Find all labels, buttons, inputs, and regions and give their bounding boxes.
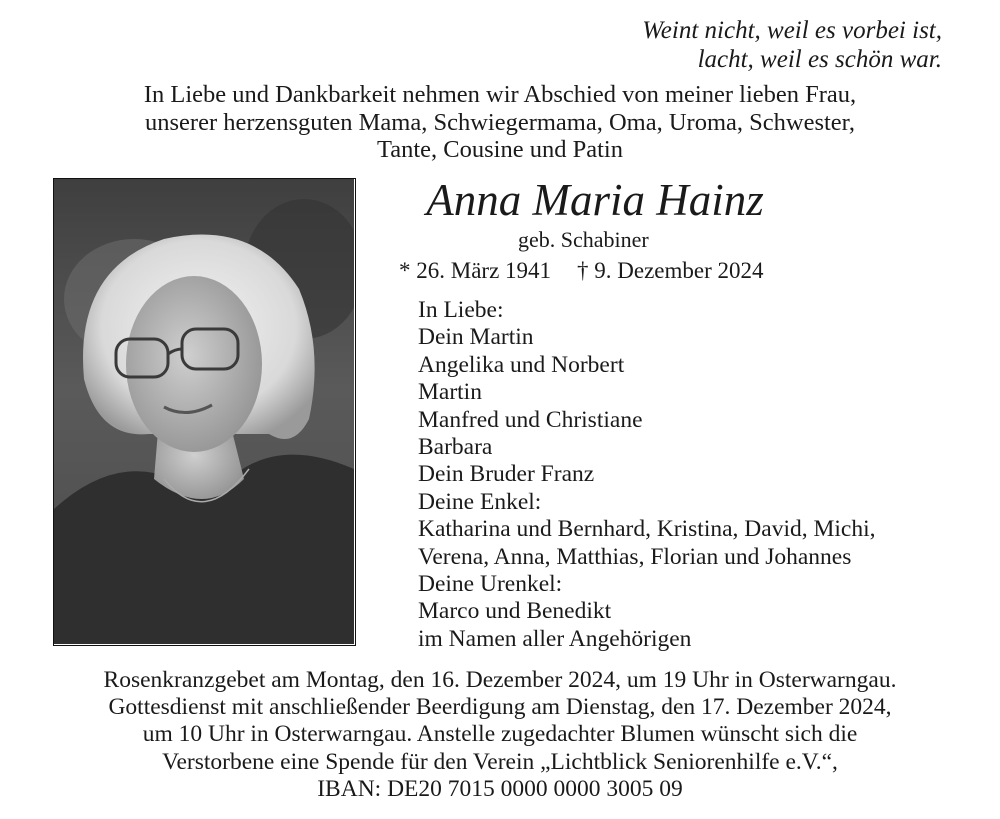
intro-text <box>70 81 930 164</box>
intro-line: unserer herzensguten Mama, Schwiegermama, Oma, Uroma, Schwester, <box>145 108 855 136</box>
mourner-line: Verena, Anna, Matthias, Florian und Johannes <box>418 543 852 570</box>
portrait-photo <box>53 178 356 646</box>
iban-line: IBAN: DE20 7015 0000 0000 3005 09 <box>317 775 683 802</box>
mourner-line: Angelika und Norbert <box>418 351 625 378</box>
intro-line: In Liebe und Dankbarkeit nehmen wir Abschied von meiner lieben Frau, <box>143 81 857 108</box>
mourner-line: Barbara <box>418 434 493 461</box>
mourner-line: Deine Enkel: <box>418 488 542 515</box>
quote-line: Weint nicht, weil es vorbei ist, <box>642 17 942 44</box>
maiden-name: geb. Schabiner <box>518 227 649 252</box>
mourner-line: Manfred und Christiane <box>418 406 643 433</box>
service-line: Verstorbene eine Spende für den Verein „Lichtblick Seniorenhilfe e.V.“, <box>162 748 838 775</box>
mourner-line: Marco und Benedikt <box>418 598 612 625</box>
portrait-image <box>54 179 354 644</box>
mourner-line: Martin <box>418 379 482 406</box>
mourner-line: im Namen aller Angehörigen <box>418 625 692 652</box>
mourner-line: Katharina und Bernhard, Kristina, David, Michi, <box>418 516 876 543</box>
service-info <box>40 667 960 803</box>
service-line: um 10 Uhr in Osterwarngau. Anstelle zugedachter Blumen wünscht sich die <box>142 721 858 748</box>
birth-date: * 26. März 1941 <box>399 258 552 283</box>
mourner-line: Dein Martin <box>418 324 534 351</box>
mourner-line: Deine Urenkel: <box>418 571 563 598</box>
deceased-name: Anna Maria Hainz <box>426 175 764 225</box>
mourners-list <box>418 297 875 653</box>
service-line: Rosenkranzgebet am Montag, den 16. Dezember 2024, um 19 Uhr in Osterwarngau. <box>103 667 897 693</box>
death-date: † 9. Dezember 2024 <box>577 258 764 283</box>
service-line: Gottesdienst mit anschließender Beerdigung am Dienstag, den 17. Dezember 2024, <box>108 694 892 721</box>
epitaph-quote <box>522 16 942 74</box>
mourner-line: Dein Bruder Franz <box>418 461 595 488</box>
quote-line: lacht, weil es schön war. <box>697 46 942 73</box>
mourner-line: In Liebe: <box>418 297 504 323</box>
intro-line: Tante, Cousine und Patin <box>377 136 623 163</box>
life-dates <box>399 257 764 285</box>
